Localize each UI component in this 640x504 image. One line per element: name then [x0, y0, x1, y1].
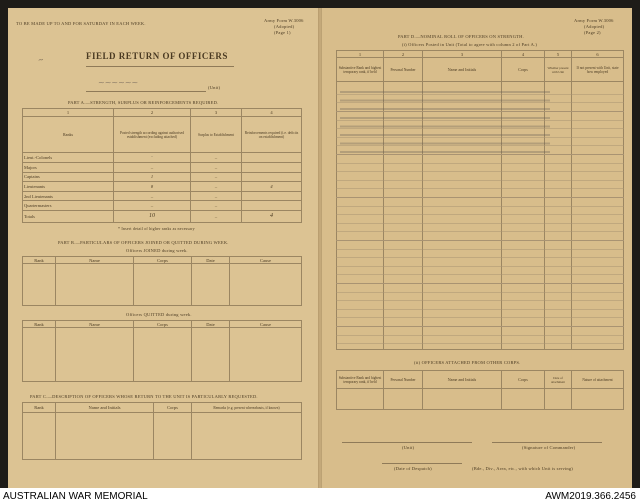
col-head-reinforcements: Reinforcements required (i.e. deficits on establishment) [242, 117, 302, 153]
archive-name: AUSTRALIAN WAR MEMORIAL [3, 491, 148, 502]
col-head-attachment-nature: Nature of attachment [572, 371, 624, 389]
reinf-value [242, 201, 302, 211]
col-head-name: Name and Initials [423, 371, 502, 389]
despatch-label: (Date of Despatch) [394, 466, 432, 471]
reinf-value [242, 172, 302, 182]
rank-row: Lieutenants [23, 182, 114, 192]
right-page [322, 8, 632, 488]
part-b-heading: PART B.—PARTICULARS OF OFFICERS JOINED OR QUITTED DURING WEEK. [58, 240, 229, 245]
title-underline [86, 66, 234, 67]
rank-row-totals: Totals [23, 210, 114, 222]
page-number-1: (Page 1) [274, 30, 291, 35]
col-name: Name [56, 321, 134, 328]
strength-total: 10 [114, 210, 191, 222]
col-head-surplus: Surplus to Establishment [191, 117, 242, 153]
col-cause: Cause [230, 257, 302, 264]
army-form-left: Army Form W.3006 [264, 18, 304, 23]
col-rank: Rank [23, 321, 56, 328]
strength-value: – [114, 153, 191, 163]
col-rank: Rank [23, 257, 56, 264]
col-num: 6 [572, 51, 624, 58]
handwritten-entries [340, 88, 550, 158]
col-name: Name [56, 257, 134, 264]
form-title: FIELD RETURN OF OFFICERS [86, 51, 228, 61]
part-a-table [22, 108, 302, 223]
document-sheet [8, 8, 632, 488]
rank-row: 2nd Lieutenants [23, 191, 114, 201]
col-name-initials: Name and Initials [56, 403, 154, 413]
signature-label: (Signature of Commander) [522, 445, 576, 450]
reinf-value [242, 191, 302, 201]
col-head-attachment-date: Date of attachment [545, 371, 572, 389]
part-a-heading: PART A.—STRENGTH, SURPLUS OR REINFORCEMENTS REQUIRED. [68, 100, 219, 105]
quitted-table [22, 320, 302, 382]
part-c-heading: PART C.—DESCRIPTION OF OFFICERS WHOSE RETURN TO THE UNIT IS PARTICULARLY REQUESTED. [30, 394, 258, 399]
unit-label-right: (Unit) [402, 445, 415, 450]
col-head-employed: If not present with Unit, state how employed [572, 58, 624, 82]
col-num: 4 [242, 109, 302, 117]
rank-row: Majors [23, 162, 114, 172]
surplus-value: – [191, 201, 242, 211]
left-page [8, 8, 318, 488]
unit-line [86, 91, 206, 92]
col-num: 1 [337, 51, 384, 58]
col-num: 4 [502, 51, 545, 58]
col-date: Date [192, 321, 230, 328]
col-rank: Rank [23, 403, 56, 413]
col-num: 2 [384, 51, 423, 58]
col-num: 2 [114, 109, 191, 117]
strength-value: – [114, 191, 191, 201]
surplus-value: – [191, 162, 242, 172]
col-corps: Corps [154, 403, 192, 413]
col-head-rank: Substantive Rank and highest temporary rank, if held [337, 371, 384, 389]
col-corps: Corps [134, 321, 192, 328]
adopted-left: (Adopted) [274, 24, 295, 29]
bde-label: (Bde., Div., Area, etc., with which Unit is serving) [472, 466, 573, 471]
despatch-line [382, 463, 462, 464]
strength-value: – [114, 201, 191, 211]
part-d-heading: PART D.—NOMINAL ROLL OF OFFICERS ON STRENGTH. [398, 34, 524, 39]
attached-table [336, 370, 624, 410]
rank-row: Lieut.-Colonels [23, 153, 114, 163]
col-remarks: Remarks (e.g. present whereabouts, if known) [192, 403, 302, 413]
army-form-right: Army Form W.3006 [574, 18, 614, 23]
strength-value: 8 [114, 182, 191, 192]
reinf-total: 4 [242, 210, 302, 222]
catalogue-number: AWM2019.366.2456 [545, 491, 636, 502]
strength-value: – [114, 162, 191, 172]
col-num: 3 [191, 109, 242, 117]
col-cause: Cause [230, 321, 302, 328]
surplus-value: – [191, 182, 242, 192]
col-head-number: Personal Number [384, 58, 423, 82]
surplus-total: – [191, 210, 242, 222]
joined-table [22, 256, 302, 306]
col-head-ranks: Ranks [23, 117, 114, 153]
instruction-line: TO BE MADE UP TO AND FOR SATURDAY IN EACH WEEK. [16, 21, 146, 26]
part-c-table [22, 402, 302, 460]
footnote: * Insert detail of higher ranks as necessary [118, 226, 195, 231]
surplus-value: – [191, 191, 242, 201]
col-num: 5 [545, 51, 572, 58]
adopted-right: (Adopted) [584, 24, 605, 29]
col-corps: Corps [134, 257, 192, 264]
rank-row: Captains [23, 172, 114, 182]
reinf-value [242, 162, 302, 172]
unit-line-right [342, 442, 472, 443]
col-head-rank: Substantive Rank and highest temporary rank, if held [337, 58, 384, 82]
reinf-value: 4 [242, 182, 302, 192]
archive-footer [0, 488, 640, 504]
signature-line [492, 442, 602, 443]
part-d-subheading: (i) Officers Posted in Unit (Total to agree with column 2 of Part A.) [402, 42, 538, 47]
col-num: 3 [423, 51, 502, 58]
reinf-value [242, 153, 302, 163]
page-number-2: (Page 2) [584, 30, 601, 35]
surplus-value: – [191, 153, 242, 163]
handwritten-unit: ~~~~~~ [98, 78, 139, 87]
strength-value: 1 [114, 172, 191, 182]
col-head-name: Name and Initials [423, 58, 502, 82]
handwritten-note: ~ [37, 55, 45, 65]
col-num: 1 [23, 109, 114, 117]
col-head-present: Whether present with Unit [545, 58, 572, 82]
rank-row: Quartermasters [23, 201, 114, 211]
unit-label: (Unit) [208, 85, 221, 90]
part-d-ii-heading: (ii) OFFICERS ATTACHED FROM OTHER CORPS. [414, 360, 521, 365]
col-head-corps: Corps [502, 371, 545, 389]
col-head-number: Personal Number [384, 371, 423, 389]
quitted-heading: Officers QUITTED during week. [126, 312, 192, 317]
col-date: Date [192, 257, 230, 264]
surplus-value: – [191, 172, 242, 182]
joined-heading: Officers JOINED during week. [126, 248, 188, 253]
col-head-corps: Corps [502, 58, 545, 82]
col-head-strength: Posted strength according against authorised establishment (excluding attached) [114, 117, 191, 153]
